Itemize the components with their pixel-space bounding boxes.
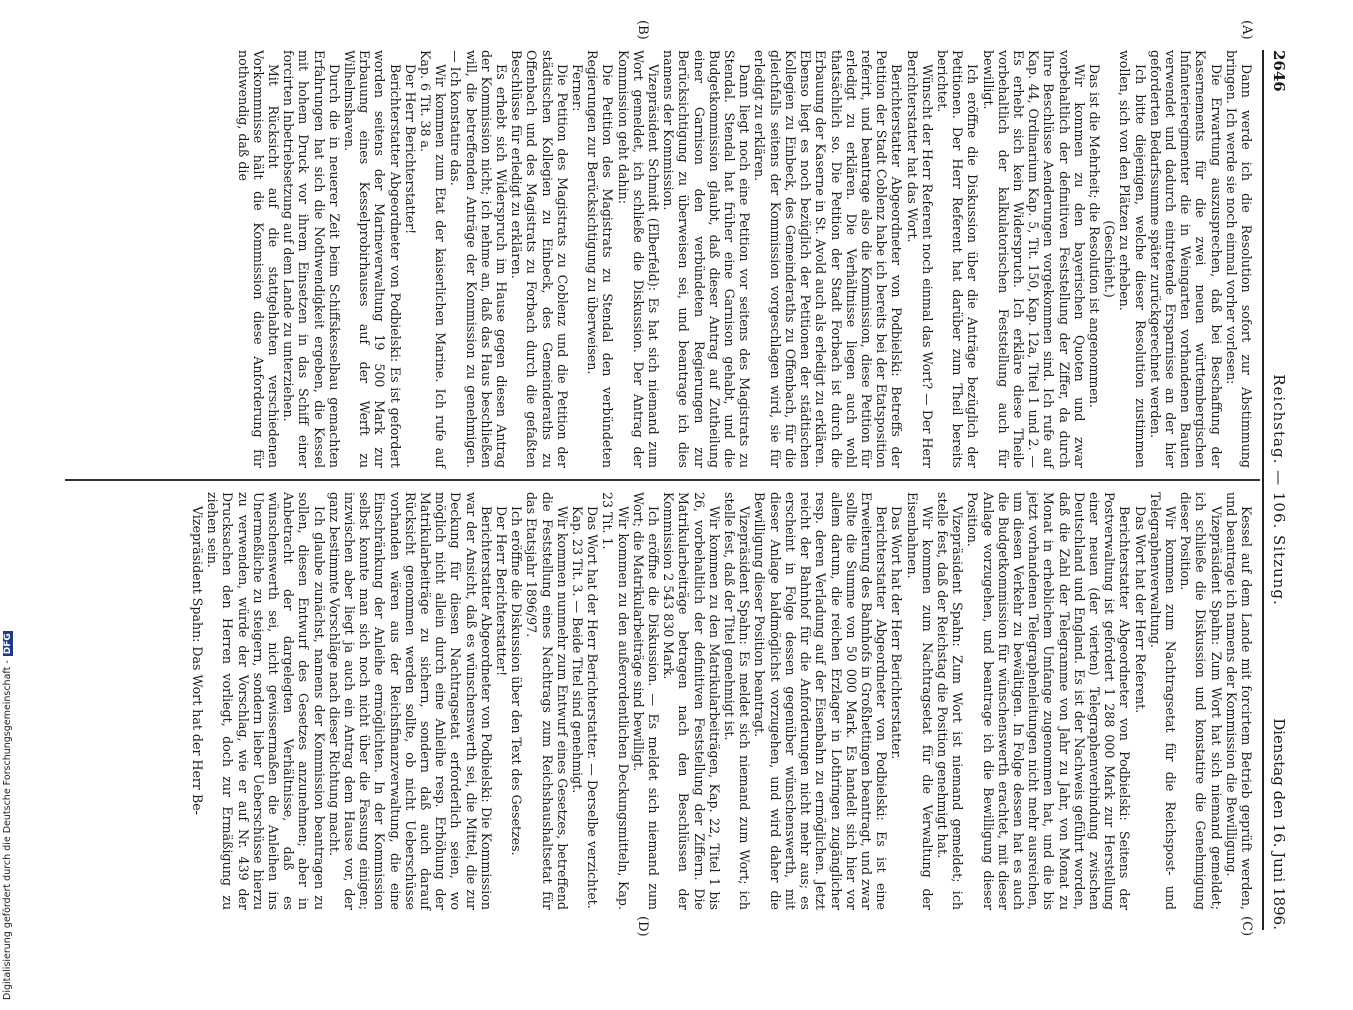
page-number: 2646: [1270, 50, 1288, 92]
paragraph: Ich bitte diejenigen, welche dieser Resolution zustimmen wollen, sich von den Plätzen zu erheben.: [1117, 50, 1148, 468]
paragraph: Vizepräsident Spahn: Es meldet sich niemand zum Wort; ich stelle fest, daß der Titel genehmigt ist.: [722, 492, 753, 910]
right-text-column: [190, 492, 1254, 910]
paragraph: Es erhebt sich Widerspruch im Hause gegen diesen Antrag der Kommission nicht; ich nehme an, daß das Haus beschließen will, die betreffenden Anträge der Kommission zu genehmigen. — Ich konstatire das.: [448, 50, 510, 468]
paragraph: Die Petition des Magistrats zu Stendal den verbündeten Regierungen zur Berücksichtigung zu überweisen.: [585, 50, 616, 468]
paragraph: Die Petition des Magistrats zu Coblenz und die Petition der städtischen Kollegien zu Einbeck, des Gemeinderaths zu Offenbach und des Magistrats zu Forbach durch die gefaßten Beschlüsse für erledigt zu erklären.: [509, 50, 570, 468]
left-text-column: [235, 50, 1254, 468]
paragraph: Kap. 23 Tit. 3. — Beide Titel sind genehmigt.: [570, 506, 586, 794]
paragraph: Wir kommen zum Nachtragsetat für die Verwaltung der Eisenbahnen.: [904, 492, 935, 910]
paragraph: Ferner:: [570, 64, 586, 112]
newspaper-page: [60, 20, 1290, 937]
paragraph: Ich eröffne die Diskussion. — Es meldet sich niemand zum Wort; die Matrikularbeiträge sind bewilligt.: [630, 492, 662, 910]
paragraph: (Geschieht.): [1102, 220, 1118, 298]
paragraph: Wünscht der Herr Referent noch einmal das Wort? — Der Herr Berichterstatter hat das Wort.: [904, 50, 935, 468]
paragraph: Das ist die Mehrheit; die Resolution ist angenommen.: [1086, 64, 1102, 408]
paragraph: Berichterstatter Abgeordneter von Podbielski: Die Kommission war der Ansicht, daß es wünschenswerth sei, die Mittel, die zur Deckung für diesen Nachtragsetat erforderlich seien, wo möglich nicht allein durch eine Anleihe resp. Erhöhung der Matrikularbeiträge zu sichern, sondern daß auch darauf Rücksicht genommen werden sollte, ob nicht Ueberschüsse vorhanden wären aus der Reichsfinanzverwaltung, die eine Einschränkung der Anleihe ermöglichten. In der Kommission selbst konnte man sich noch nicht über die Fassung einigen; inzwischen aber liegt ja auch ein Antrag dem Hause vor, der ganz bestimmte Vorschläge nach dieser Richtung macht.: [326, 492, 494, 910]
paragraph: Wir kommen zu den bayerischen Quoten und zwar vorbehaltlich der definitiven Feststellung der Ziffer, da durch Ihre Beschlüsse Aenderungen vorgekommen sind. Ich rufe auf Kap. 44, Ordinarium Kap. 5, Tit. 150, Kap. 12a, Titel 1 und 2. — Es erhebt sich kein Widerspruch. Ich erkläre diese Theile vorbehaltlich der kalkulatorischen Feststellung auch für bewilligt.: [980, 50, 1087, 468]
paragraph: Der Herr Berichterstatter!: [402, 64, 418, 235]
paragraph: Vizepräsident Spahn: Zum Wort ist niemand gemeldet; ich stelle fest, daß der Reichstag die Position genehmigt hat.: [934, 492, 966, 910]
margin-marker-b: (B): [635, 20, 650, 40]
paragraph: Dann werde ich die Resolution sofort zur Abstimmung bringen. Ich werde sie noch einmal vorher vorlesen:: [1223, 50, 1254, 468]
session-date: Dienstag den 16. Juni 1896.: [1270, 718, 1288, 930]
paragraph: Das Wort hat der Herr Berichterstatter.: [889, 506, 905, 760]
dfg-logo: DFG: [3, 633, 13, 655]
column-divider: [65, 479, 1260, 481]
page-header: [1262, 50, 1290, 930]
session-title: Reichstag. — 106. Sitzung.: [1270, 374, 1288, 606]
digitization-footer: [2, 633, 20, 1010]
paragraph: Ich glaube zunächst, namens der Kommission beantragen zu sollen, diesen Entwurf des Gesetzes anzunehmen; aber in Anbetracht der dargelegten Verhältnisse, daß es wünschenswerth sei, nicht gewissermaßen die Anleihen ins Unermeßliche zu steigern, sondern lieber Ueberschüsse hierzu zu verwenden, würde der Vorschlag, wie er auf Nr. 439 der Drucksachen den Herren vorliegt, doch zur Ermäßigung zu ziehen sein.: [205, 492, 327, 910]
paragraph: Berichterstatter Abgeordneter von Podbielski: Betreffs der Petition der Stadt Coblenz habe ich bereits bei der Etatsposition referirt, und beantrage also die Kommission, diese Petition für erledigt zu erklären. Die Verhältnisse liegen auch wohl thatsächlich so. Die Petition der Stadt Forbach ist durch die Erbauung der Kaserne in St. Avold auch als erledigt zu erklären. Ebenso liegt es noch bezüglich der Petitionen der städtischen Kollegien zu Einbeck, des Gemeinderaths zu Offenbach, für die gleichfalls seitens der Kommission vorgeschlagen wird, sie für erledigt zu erklären.: [752, 50, 905, 468]
paragraph: Dann liegt noch eine Petition vor seitens des Magistrats zu Stendal. Stendal hat früher eine Garnison gehabt, und die Budgetkommission glaubt, daß dieser Antrag auf Zutheilung einer Garnison den verbündeten Regierungen zur Berücksichtigung zu überweisen sei, und beantrage ich dies namens der Kommission.: [661, 50, 753, 468]
header-rule: [1262, 50, 1264, 930]
paragraph: Berichterstatter Abgeordneter von Podbielski: Seitens der Postverwaltung ist gefordert 1 288 000 Mark zur Herstellung einer neuen (der vierten) Telegraphenverbindung zwischen Deutschland und England. Es ist der Nachweis geführt worden, daß die Zahl der Telegramme von Jahr zu Jahr, von Monat zu Monat in erheblichem Umfange zugenommen hat, und die bis jetzt vorhandenen Telegraphenleitungen nicht mehr ausreichen, um diesen Verkehr zu bewältigen. In Folge dessen hat es auch die Budgetkommission für wünschenswerth erachtet, mit dieser Anlage vorzugehen, und beantrage ich die Bewilligung dieser Position.: [965, 492, 1133, 910]
paragraph: Vizepräsident Schmidt (Elberfeld): Es hat sich niemand zum Wort gemeldet, ich schließe die Diskussion. Der Antrag der Kommission geht dahin:: [615, 50, 662, 468]
paragraph: Berichterstatter Abgeordneter von Podbielski: Es ist gefordert worden seitens der Marineverwaltung 19 500 Mark zur Erbauung eines Kesselprobirhauses auf der Werft zu Wilhelmshaven.: [342, 50, 403, 468]
paragraph: Wir kommen zu den Matrikularbeiträgen, Kap. 22, Titel 1 bis 26, vorbehaltlich der definitiven Feststellung der Ziffern. Die Matrikularbeiträge betragen nach den Beschlüssen der Kommission 2 543 830 Mark.: [661, 492, 722, 910]
paragraph: Kessel auf dem Lande mit forcirtem Betrieb geprüft werden, und beantrage ich namens der Kommission die Bewilligung.: [1223, 492, 1254, 910]
paragraph: Vizepräsident Spahn: Das Wort hat der Herr Be-: [189, 506, 205, 815]
paragraph: Wir kommen zum Nachtragsetat für die Reichspost- und Telegraphenverwaltung.: [1147, 492, 1178, 910]
margin-marker-c: (C): [1239, 916, 1254, 937]
paragraph: Das Wort hat der Herr Referent.: [1132, 506, 1148, 714]
paragraph: Wir kommen zum Etat der kaiserlichen Marine. Ich rufe auf Kap. 6 Tit. 38 a.: [418, 50, 449, 468]
paragraph: Vizepräsident Spahn: Zum Wort hat sich niemand gemeldet; ich schließe die Diskussion und konstatire die Genehmigung dieser Position.: [1178, 492, 1224, 910]
paragraph: Ich eröffne die Diskussion über die Anträge bezüglich der Petitionen. Der Herr Referent hat darüber zum Theil bereits berichtet.: [934, 50, 981, 468]
margin-marker-a: (A): [1239, 20, 1254, 40]
paragraph: Ich eröffne die Diskussion über den Text des Gesetzes.: [509, 506, 525, 856]
footer-text: Digitalisierung gefördert durch die Deutsche Forschungsgemeinschaft -: [2, 660, 13, 1000]
paragraph: Durch die in neuerer Zeit beim Schiffskesselbau gemachten Erfahrungen hat sich die Nothwendigkeit ergeben, die Kessel mit hohem Druck vor ihrem Einsetzen in das Schiff einer forcirten Inbetriebsetzung auf dem Lande zu unterziehen.: [281, 50, 342, 468]
paragraph: Berichterstatter Abgeordneter von Podbielski: Es ist eine Erweiterung des Bahnhofs in Großhettingen beantragt, und zwar sollte die Summe von 50 000 Mark. Es handelt sich hier vor allem darum, die reichen Erzlager in Lothringen zugänglicher resp. deren Verladung auf der Eisenbahn zu ermöglichen. Jetzt reicht der Bahnhof für die Anforderungen nicht mehr aus; es erscheint in Folge dessen gegenüber wünschenswerth, mit dieser Anlage baldmöglichst vorzugehen, und wird daher die Bewilligung dieser Position beantragt.: [752, 492, 890, 910]
paragraph: Die Erwartung auszusprechen, daß bei Beschaffung der Kasernements für die zwei neuen württembergischen Infanterieregimenter die in Weingarten vorhandenen Bauten verwendet und dadurch eintretende Ersparnisse an der hier geforderten Bedarfssumme später zurückgerechnet werden.: [1147, 50, 1224, 468]
paragraph: Wir kommen zu den außerordentlichen Deckungsmitteln, Kap. 23 Tit. 1.: [600, 492, 631, 910]
paragraph: Das Wort hat der Herr Berichterstatter. — Derselbe verzichtet.: [585, 506, 601, 909]
paragraph: Der Herr Berichterstatter!: [494, 506, 510, 677]
margin-marker-d: (D): [635, 916, 650, 937]
paragraph: Wir kommen nunmehr zum Entwurf eines Gesetzes, betreffend die Feststellung eines Nachtrags zum Reichshaushaltsetat für das Etatsjahr 1896/97.: [524, 492, 570, 910]
paragraph: Mit Rücksicht auf die stattgehabten verschiedenen Vorkommnisse hält die Kommission diese Anforderung für nothwendig, daß die: [235, 50, 281, 468]
